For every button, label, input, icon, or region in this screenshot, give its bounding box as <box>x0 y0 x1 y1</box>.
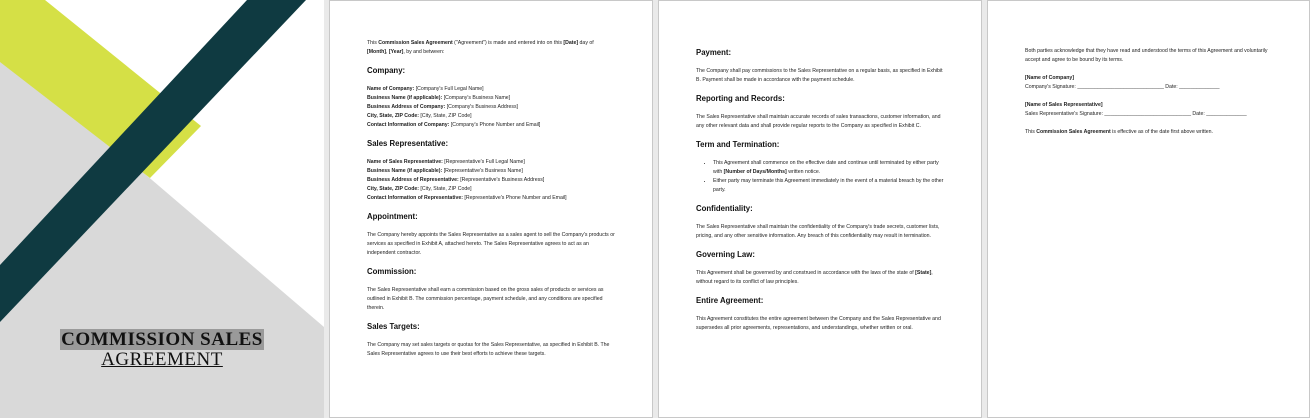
commission-heading: Commission: <box>367 267 417 276</box>
rep-detail-row: Business Address of Representative: [Representative's Business Address] <box>367 177 545 183</box>
cover-title-line2: AGREEMENT <box>101 349 223 370</box>
term-list <box>696 159 944 195</box>
rep-name-label: [Name of Sales Representative] <box>1025 102 1103 108</box>
rep-detail-row: Business Name (if applicable): [Representative's Business Name] <box>367 168 523 174</box>
company-detail-row: City, State, ZIP Code: [City, State, ZIP Code] <box>367 113 472 119</box>
rep-detail-row: Name of Sales Representative: [Representative's Full Legal Name] <box>367 159 525 165</box>
company-name-label: [Name of Company] <box>1025 75 1074 81</box>
rep-heading: Sales Representative: <box>367 139 449 148</box>
rep-detail-row: Contact Information of Representative: [Representative's Phone Number and Email] <box>367 195 567 201</box>
document-page-2 <box>329 0 653 418</box>
document-page-3 <box>658 0 982 418</box>
law-text: This Agreement shall be governed by and construed in accordance with the laws of the state of [State], without regard to its conflict of law principles. <box>696 270 933 285</box>
commission-text: The Sales Representative shall earn a commission based on the gross sales of products or services as outlined in Exhibit B. The commission percentage, payment schedule, and any conditions are specified therein. <box>367 287 604 311</box>
confidentiality-text: The Sales Representative shall maintain the confidentiality of the Company's trade secrets, customer lists, pricing, and any other sensitive information. Any breach of this confidentiality may result in termination. <box>696 224 940 239</box>
company-details <box>367 85 615 130</box>
term-heading: Term and Termination: <box>696 140 780 149</box>
term-bullet-2: • Either party may terminate this Agreement immediately in the event of a material breach by the other party. <box>713 177 944 195</box>
confidentiality-heading: Confidentiality: <box>696 204 753 213</box>
rep-details <box>367 158 615 203</box>
cover-page <box>0 0 324 418</box>
entire-heading: Entire Agreement: <box>696 296 764 305</box>
company-detail-row: Business Address of Company: [Company's Business Address] <box>367 104 519 110</box>
company-signature-line: Company's Signature: ______________________________ Date: ______________ <box>1025 84 1220 90</box>
acknowledgement-text: Both parties acknowledge that they have read and understood the terms of this Agreement and voluntarily accept and agree to be bound by its terms. <box>1025 48 1268 63</box>
document-page-4 <box>987 0 1310 418</box>
company-detail-row: Business Name (if applicable): [Company's Business Name] <box>367 95 511 101</box>
company-detail-row: Contact Information of Company: [Company's Phone Number and Email] <box>367 122 541 128</box>
rep-signature-line: Sales Representative's Signature: ______________________________ Date: ______________ <box>1025 111 1247 117</box>
records-heading: Reporting and Records: <box>696 94 785 103</box>
page4-body <box>1025 47 1272 137</box>
page2-body <box>367 39 615 359</box>
effective-statement: This Commission Sales Agreement is effective as of the date first above written. <box>1025 129 1213 135</box>
targets-heading: Sales Targets: <box>367 322 420 331</box>
rep-detail-row: City, State, ZIP Code: [City, State, ZIP Code] <box>367 186 472 192</box>
payment-heading: Payment: <box>696 48 732 57</box>
appointment-heading: Appointment: <box>367 212 418 221</box>
intro-paragraph: This Commission Sales Agreement ("Agreement") is made and entered into on this [Date] day of [Month], [Year], by and between: <box>367 40 594 55</box>
records-text: The Sales Representative shall maintain accurate records of sales transactions, customer information, and any other relevant data and shall provide regular reports to the Company as specified in Exhibit C. <box>696 114 941 129</box>
entire-text: This Agreement constitutes the entire agreement between the Company and the Sales Representative and supersedes all prior agreements, representations, and understandings, whether written or oral. <box>696 316 941 331</box>
company-heading: Company: <box>367 66 406 75</box>
page3-body <box>696 48 944 333</box>
payment-text: The Company shall pay commissions to the Sales Representative on a regular basis, as specified in Exhibit B. Payment shall be made in accordance with the payment schedule. <box>696 68 943 83</box>
company-detail-row: Name of Company: [Company's Full Legal Name] <box>367 86 484 92</box>
appointment-text: The Company hereby appoints the Sales Representative as a sales agent to sell the Company's products or services as specified in Exhibit A, attached hereto. The Sales Representative agrees to act as an independent contractor. <box>367 232 615 256</box>
law-heading: Governing Law: <box>696 250 755 259</box>
term-bullet-1: • This Agreement shall commence on the effective date and continue until terminated by either party with [Number of Days/Months] written notice. <box>713 159 944 177</box>
cover-title-line1: COMMISSION SALES <box>61 329 263 350</box>
targets-text: The Company may set sales targets or quotas for the Sales Representative, as specified in Exhibit B. The Sales Representative agrees to use their best efforts to achieve these targets. <box>367 342 610 357</box>
